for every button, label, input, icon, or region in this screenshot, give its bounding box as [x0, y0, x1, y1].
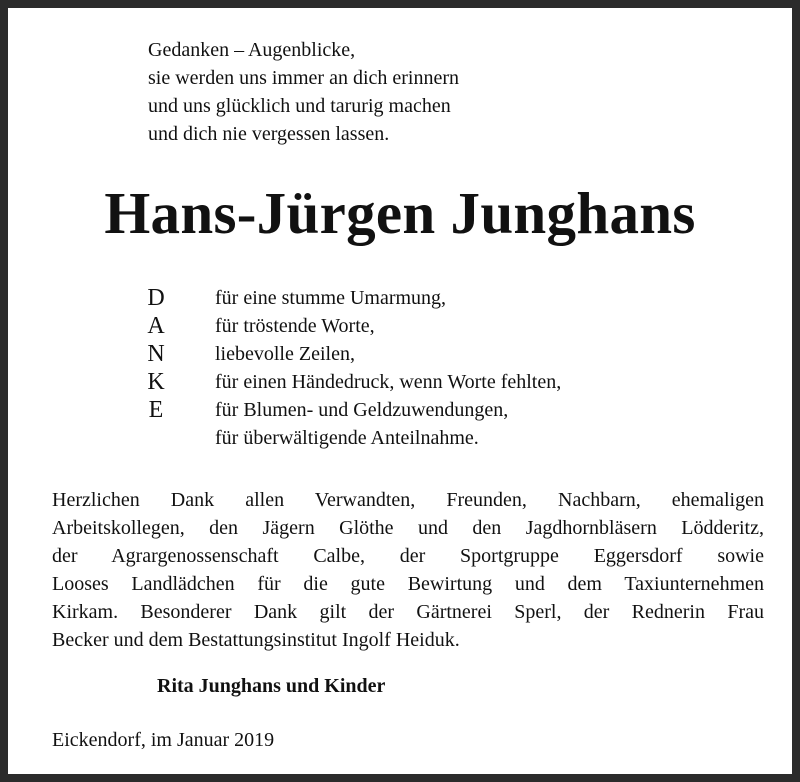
danke-line: für eine stumme Umarmung, — [215, 287, 447, 309]
danke-line: für einen Händedruck, wenn Worte fehlten, — [215, 371, 562, 393]
paragraph-line: Herzlichen Dank allen Verwandten, Freunden, Nachbarn, ehemaligen — [52, 489, 764, 511]
poem-line: und dich nie vergessen lassen. — [148, 123, 390, 145]
danke-line: für überwältigende Anteilnahme. — [215, 427, 479, 449]
thanks-paragraph — [52, 486, 764, 654]
danke-reasons — [215, 284, 561, 452]
danke-line: für Blumen- und Geldzuwendungen, — [215, 399, 509, 421]
paragraph-line: der Agrargenossenschaft Calbe, der Sportgruppe Eggersdorf sowie — [52, 545, 764, 567]
poem-line: und uns glücklich und tarurig machen — [148, 95, 451, 117]
acrostic-letter: N — [147, 341, 165, 367]
paragraph-line: Looses Landlädchen für die gute Bewirtung und dem Taxiunternehmen — [52, 573, 764, 595]
signature: Rita Junghans und Kinder — [157, 675, 386, 697]
acrostic-letter: E — [148, 397, 164, 423]
memorial-poem — [148, 36, 459, 148]
acrostic-letter: K — [147, 369, 165, 395]
paragraph-line: Arbeitskollegen, den Jägern Glöthe und den Jagdhornbläsern Lödderitz, — [52, 517, 764, 539]
acrostic-letter: A — [147, 313, 165, 339]
poem-line: sie werden uns immer an dich erinnern — [148, 67, 460, 89]
paragraph-line: Kirkam. Besonderer Dank gilt der Gärtnerei Sperl, der Rednerin Frau — [52, 601, 764, 623]
danke-line: für tröstende Worte, — [215, 315, 375, 337]
poem-line: Gedanken – Augenblicke, — [148, 39, 356, 61]
acrostic-letter: D — [147, 285, 165, 311]
place-date: Eickendorf, im Januar 2019 — [52, 729, 275, 751]
danke-acrostic — [138, 284, 174, 424]
danke-line: liebevolle Zeilen, — [215, 343, 355, 365]
deceased-name: Hans-Jürgen Junghans — [104, 180, 696, 246]
paragraph-line: Becker und dem Bestattungsinstitut Ingolf Heiduk. — [52, 629, 460, 651]
